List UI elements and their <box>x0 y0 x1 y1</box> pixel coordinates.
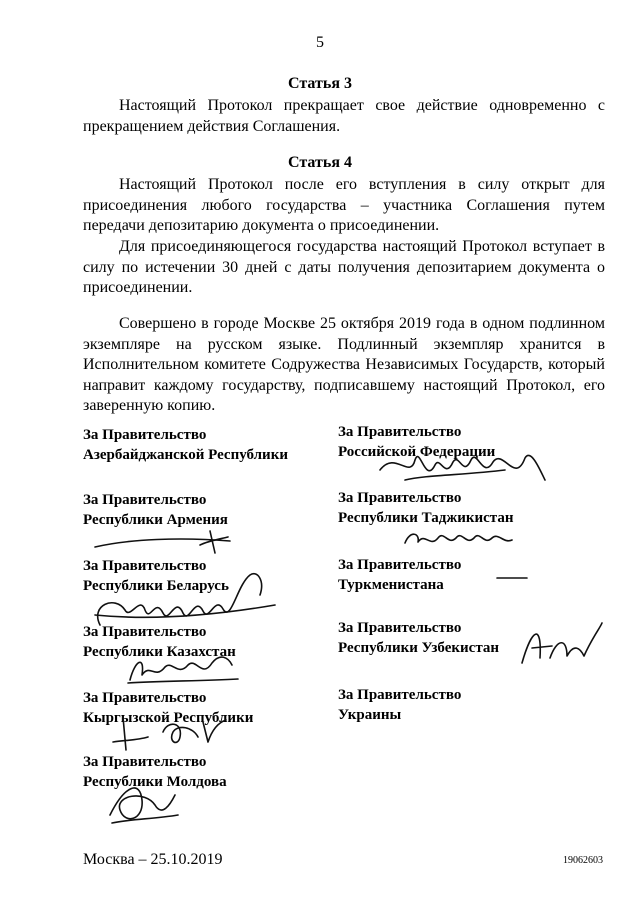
signatory-line1: За Правительство <box>338 687 462 703</box>
signature-uzbekistan <box>512 618 607 673</box>
signatory-line2: Республики Узбекистан <box>338 640 500 656</box>
signatory-moldova <box>83 752 227 792</box>
footer-doc-code: 19062603 <box>563 855 603 866</box>
signatory-azerbaijan <box>83 425 288 465</box>
signatory-kazakhstan <box>83 622 236 662</box>
signatory-belarus <box>83 556 229 596</box>
signature-armenia <box>90 527 240 557</box>
signatory-line2: Кыргызской Республики <box>83 710 254 726</box>
signatory-line2: Республики Беларусь <box>83 578 229 594</box>
signatory-line2: Украины <box>338 707 402 723</box>
article-4-heading: Статья 4 <box>288 154 352 171</box>
signatory-armenia <box>83 490 228 530</box>
signatory-uzbekistan <box>338 618 499 658</box>
signatory-line1: За Правительство <box>83 492 207 508</box>
signatory-line2: Туркменистана <box>338 577 444 593</box>
closing-paragraph: Совершено в городе Москве 25 октября 2019 года в одном подлинном экземпляре на русском языке. Подлинный экземпляр хранится в Исполнительном комитете Содружества Независимых Государств, который направит каждому государству, подписавшему настоящий Протокол, его заверенную копию. <box>83 315 605 414</box>
signatory-line2: Республики Казахстан <box>83 644 236 660</box>
signatory-line1: За Правительство <box>83 754 207 770</box>
article-4-paragraph-2: Для присоединяющегося государства настоящий Протокол вступает в силу по истечении 30 дней с даты получения депозитарием документа о присоединении. <box>83 238 605 296</box>
signatory-russia <box>338 422 495 462</box>
signatory-line1: За Правительство <box>83 427 207 443</box>
signature-turkmenistan <box>495 573 530 583</box>
signatory-kyrgyzstan <box>83 688 253 728</box>
signatory-line1: За Правительство <box>83 690 207 706</box>
signatory-line2: Республики Молдова <box>83 774 227 790</box>
signatory-line2: Республики Армения <box>83 512 228 528</box>
article-4-paragraph-1: Настоящий Протокол после его вступления в силу открыт для присоединения любого государства – участника Соглашения путем передачи депозитарию документа о присоединении. <box>83 176 605 234</box>
signatory-line1: За Правительство <box>338 424 462 440</box>
signatory-line2: Российской Федерации <box>338 444 496 460</box>
signatory-line1: За Правительство <box>83 624 207 640</box>
signatory-line1: За Правительство <box>338 620 462 636</box>
signatory-line2: Республики Таджикистан <box>338 510 514 526</box>
signatory-turkmenistan <box>338 555 461 595</box>
article-3-paragraph: Настоящий Протокол прекращает свое действие одновременно с прекращением действия Соглашения. <box>83 97 605 135</box>
signatory-tajikistan <box>338 488 514 528</box>
article-3-heading: Статья 3 <box>288 75 352 92</box>
signatory-ukraine <box>338 685 461 725</box>
signatory-line2: Азербайджанской Республики <box>83 447 288 463</box>
signatory-line1: За Правительство <box>83 558 207 574</box>
signature-tajikistan <box>400 528 520 553</box>
footer-place-date: Москва – 25.10.2019 <box>83 851 223 868</box>
page-number: 5 <box>316 34 324 51</box>
signatory-line1: За Правительство <box>338 490 462 506</box>
signatory-line1: За Правительство <box>338 557 462 573</box>
